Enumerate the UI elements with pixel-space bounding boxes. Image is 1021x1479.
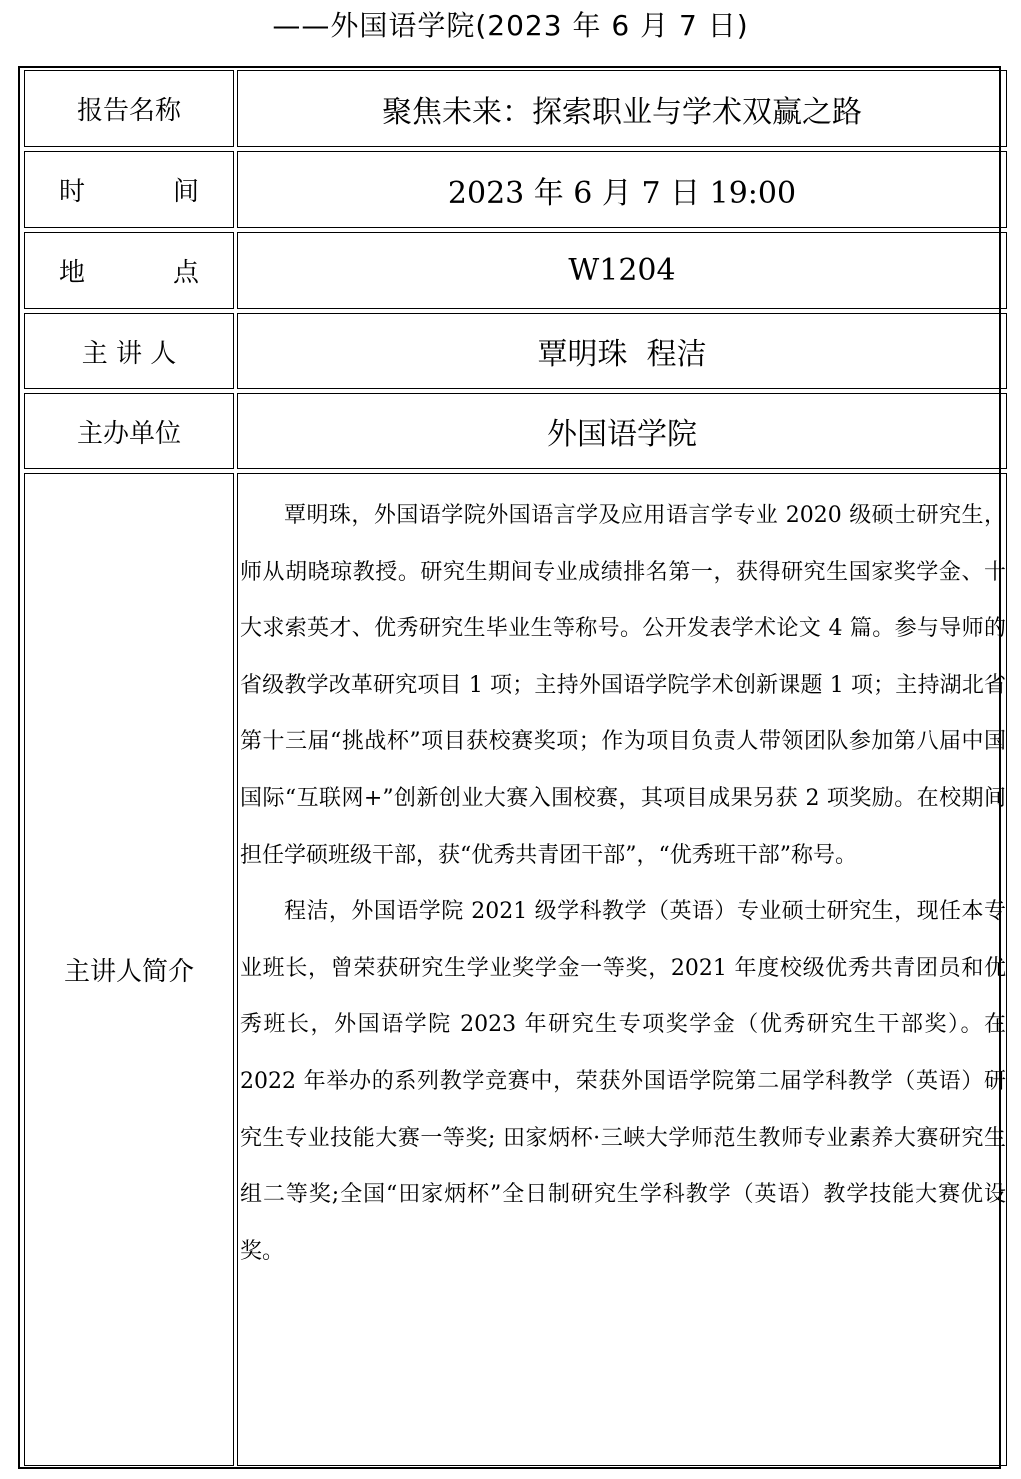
lecture-info-table (18, 66, 1006, 1469)
value-speaker-text: 覃明珠 程洁 (537, 337, 707, 372)
value-speaker-bio (237, 473, 1007, 1466)
page-title: ——外国语学院(2023 年 6 月 7 日) (272, 9, 749, 42)
bio-text (240, 488, 1006, 1280)
label-time (24, 151, 234, 228)
label-report-name-text: 报告名称 (76, 96, 181, 126)
value-report-name-text: 聚焦未来：探索职业与学术双赢之路 (382, 94, 862, 130)
value-organizer (237, 393, 1007, 469)
value-time-text: 2023 年 6 月 7 日 19:00 (447, 175, 797, 211)
label-speaker-text: 主 讲 人 (81, 338, 177, 369)
label-organizer (24, 393, 234, 469)
label-speaker (24, 313, 234, 389)
label-organizer-text: 主办单位 (76, 418, 181, 449)
label-time-left: 时 (59, 177, 86, 207)
label-location (24, 232, 234, 309)
value-report-name (237, 70, 1007, 147)
label-location-right: 点 (172, 258, 199, 288)
value-organizer-text: 外国语学院 (547, 417, 697, 452)
value-location (237, 232, 1007, 309)
label-location-left: 地 (59, 258, 86, 288)
label-speaker-bio (24, 473, 234, 1466)
bio-paragraph-qin: 覃明珠，外国语学院外国语言学及应用语言学专业 2020 级硕士研究生，师从胡晓琼教授。研究生期间专业成绩排名第一，获得研究生国家奖学金、十大求索英才、优秀研究生毕业生等称号。公开发表学术论文 4 篇。参与导师的省级教学改革研究项目 1 项；主持外国语学院学术创新课题 1 项；主持湖北省第十三届“挑战杯”项目获校赛奖项；作为项目负责人带领团队参加第八届中国国际“互联网+”创新创业大赛入围校赛，其项目成果另获 2 项奖励。在校期间担任学硕班级干部，获“优秀共青团干部”，“优秀班干部”称号。 (240, 503, 1006, 868)
value-location-text: W1204 (568, 253, 676, 288)
label-speaker-bio-text: 主讲人简介 (63, 957, 194, 987)
value-speaker (237, 313, 1007, 389)
value-time (237, 151, 1007, 228)
label-time-right: 间 (172, 177, 199, 207)
bio-paragraph-cheng: 程洁，外国语学院 2021 级学科教学（英语）专业硕士研究生，现任本专业班长，曾荣获研究生学业奖学金一等奖，2021 年度校级优秀共青团员和优秀班长，外国语学院 2023 年研究生专项奖学金（优秀研究生干部奖）。在 2022 年举办的系列教学竞赛中，荣获外国语学院第二届学科教学（英语）研究生专业技能大赛一等奖; 田家炳杯·三峡大学师范生教师专业素养大赛研究生组二等奖;全国“田家炳杯”全日制研究生学科教学（英语）教学技能大赛优设奖。 (240, 899, 1006, 1264)
label-report-name (24, 70, 234, 147)
